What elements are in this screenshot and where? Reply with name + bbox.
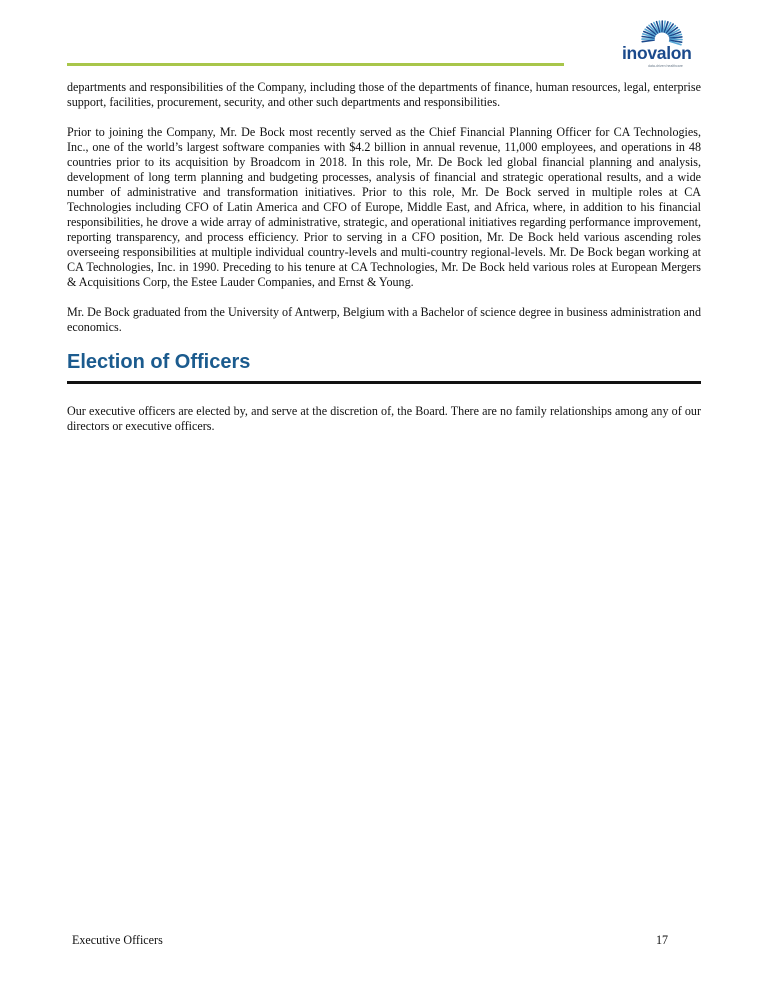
body-paragraph: Our executive officers are elected by, and serve at the discretion of, the Board. There are no family relationships among any of our directors or executive officers. [67, 404, 701, 433]
section-heading: Election of Officers [67, 351, 251, 373]
page-number: 17 [656, 933, 669, 947]
body-paragraph: Prior to joining the Company, Mr. De Bock most recently served as the Chief Financial Planning Officer for CA Technologies, Inc., one of the world’s largest software companies with $4.2 billion in annual revenue, 11,000 employees, and operations in 48 countries prior to its acquisition by Broadcom in 2018. In this role, Mr. De Bock led global financial planning and analysis, development of long term planning and budgeting processes, analysis of financial and strategic operational results, and a wide number of administrative and transformation initiatives. Prior to this role, Mr. De Bock served in multiple roles at CA Technologies including CFO of Latin America and CFO of Europe, Middle East, and Africa, where, in addition to his financial responsibilities, he drove a wide array of administrative, strategic, and operational initiatives regarding performance improvement, reporting transparency, and process efficiency. Prior to serving in a CFO position, Mr. De Bock held various ascending roles overseeing responsibilities at multiple individual country-levels and multi-country regional-levels. Mr. De Bock began working at CA Technologies, Inc. in 1990. Preceding to his tenure at CA Technologies, Mr. De Bock held various roles at European Mergers & Acquisitions Corp, the Estee Lauder Companies, and Ernst & Young. [67, 125, 701, 289]
page-content [67, 80, 701, 434]
body-paragraph: Mr. De Bock graduated from the University of Antwerp, Belgium with a Bachelor of science degree in business administration and economics. [67, 305, 701, 334]
section-divider [67, 381, 701, 384]
logo-wordmark: inovalon [622, 43, 692, 63]
footer-section-name: Executive Officers [72, 933, 163, 947]
header-rule [67, 63, 564, 66]
inovalon-logo [618, 17, 706, 73]
body-paragraph: departments and responsibilities of the Company, including those of the departments of finance, human resources, legal, enterprise support, facilities, procurement, security, and other such departments and responsibilities. [67, 80, 701, 109]
logo-tagline: data-driven healthcare [648, 64, 683, 68]
